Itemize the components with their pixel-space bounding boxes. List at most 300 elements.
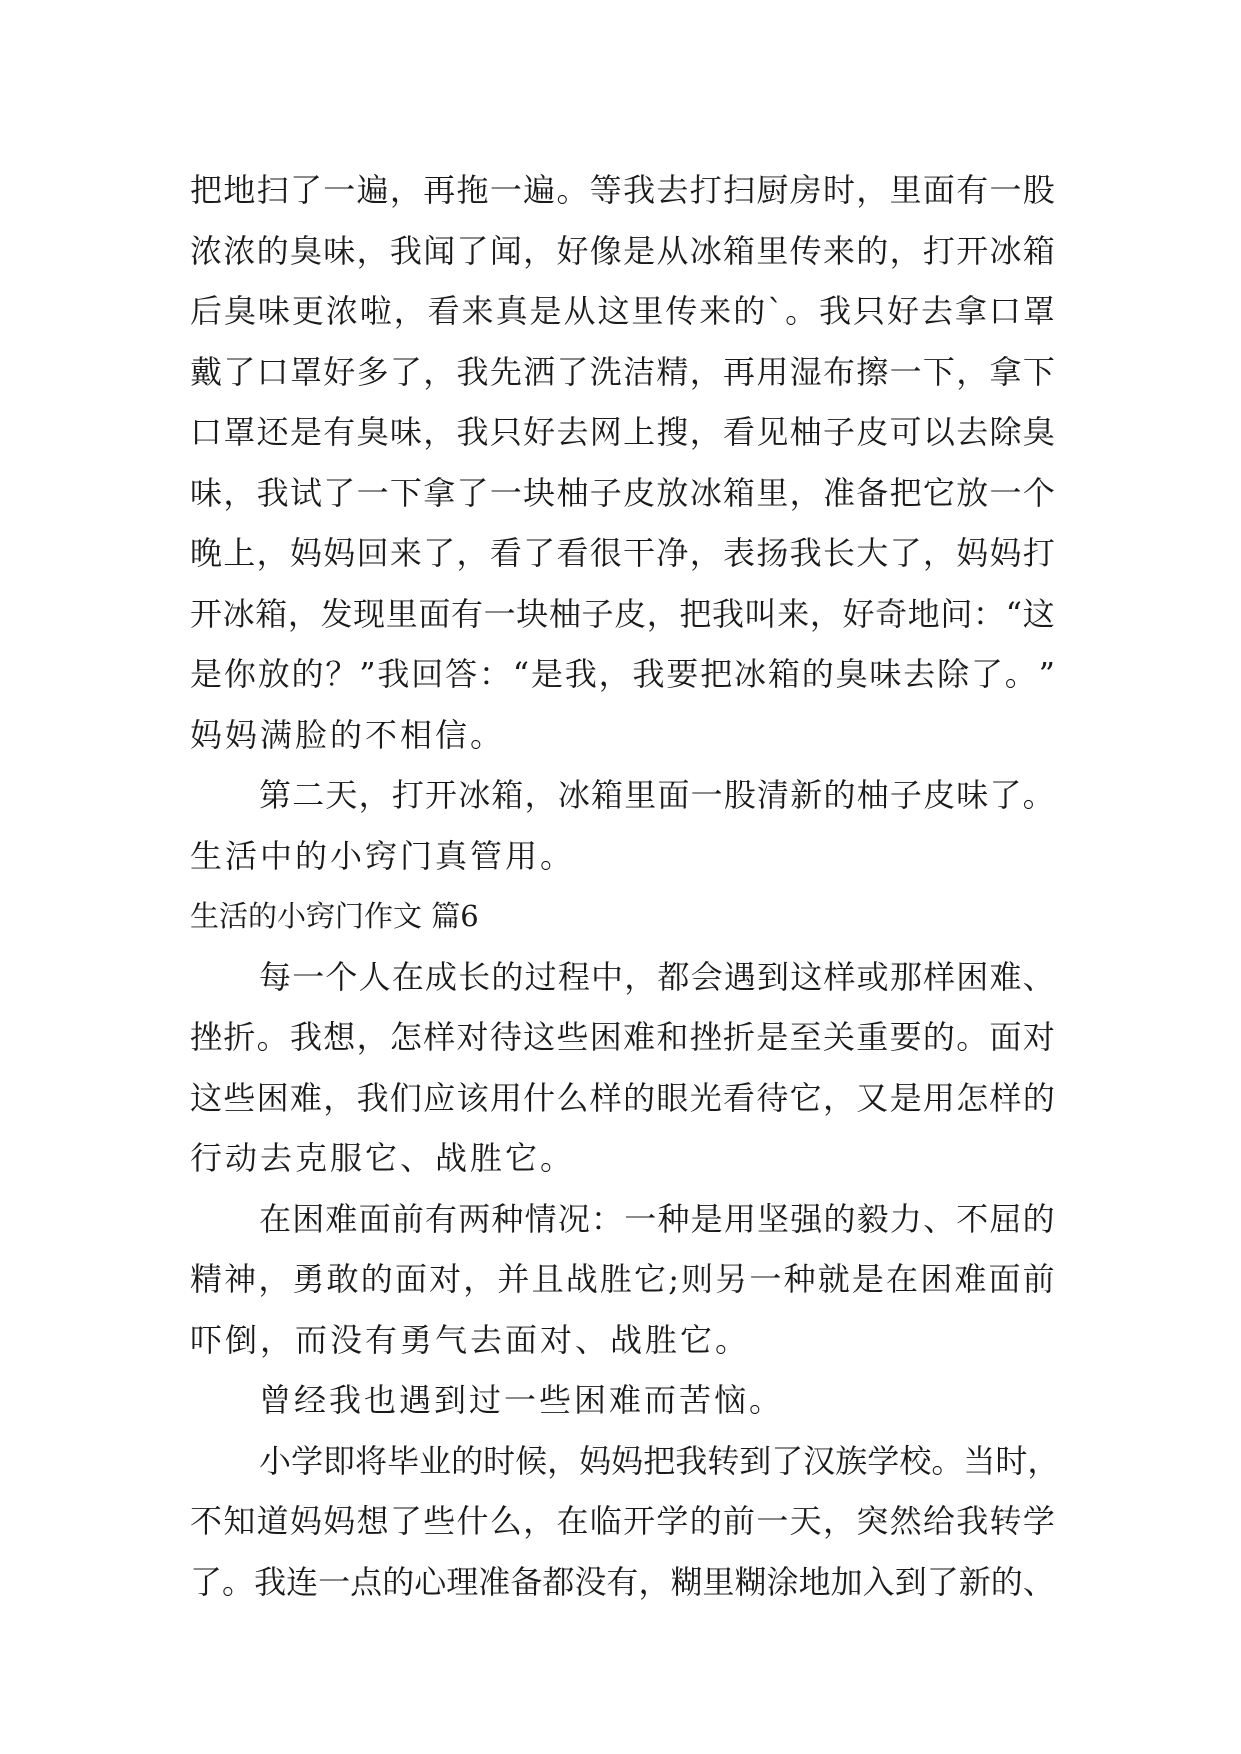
text-char: 把 [679,594,712,633]
text-char: ， [389,171,422,209]
text-line [190,523,1055,584]
text-char: 更 [291,292,324,330]
text-char: 味 [257,292,290,330]
text-char: 传 [789,231,822,270]
text-char: 开 [623,1502,656,1540]
text-char: 第 [259,776,292,814]
text-char: 前 [723,1502,756,1540]
text-char: 冰 [989,231,1022,270]
text-line: 行动去克服它、战胜它。 [190,1139,576,1177]
text-char: 妈 [611,1441,644,1480]
text-char: 过 [524,957,557,996]
text-char: 面 [358,1199,391,1238]
text-line [190,947,1055,1008]
text-char: 该 [456,1078,489,1117]
text-char: ？ [325,655,358,693]
text-char: 块 [523,473,556,512]
text-char: 长 [822,534,855,572]
text-char: 臭 [223,292,256,330]
text-char: 的 [801,655,834,693]
text-line [190,1189,1055,1250]
text-char: 突 [856,1502,889,1540]
text-char: 小 [259,1441,292,1480]
text-line: 吓倒，而没有勇气去面对、战胜它。 [190,1320,751,1359]
text-char: 强 [790,1199,823,1238]
text-char: 闻 [489,231,522,270]
text-char: 要 [889,1018,922,1056]
text-char: 很 [589,534,622,572]
text-char: ， [822,1502,855,1540]
text-char: 备 [856,473,889,512]
text-char: 敢 [326,1260,359,1298]
text-char: 好 [323,352,356,391]
text-char: “ [512,655,530,693]
text-char: 样 [423,1018,456,1056]
text-char: 了 [389,1502,422,1540]
text-char: 情 [524,1199,557,1238]
text-char: 将 [355,1441,388,1480]
text-char: 然 [889,1502,922,1540]
text-char: ， [822,1078,855,1117]
text-char: 想 [323,1018,356,1056]
text-char: 拖 [456,171,489,209]
text-char: 面 [989,1018,1022,1056]
text-line: 生活中的小窍门真管用。 [190,836,576,875]
text-char: 待 [489,1018,522,1056]
text-char: 时 [822,171,855,209]
text-line [190,221,1055,282]
text-char: 拿 [989,352,1022,391]
text-char: 一 [323,171,356,209]
text-char: ， [547,1441,580,1480]
text-char: 了 [289,171,322,209]
text-char: 去 [920,292,953,330]
text-char: 到 [894,1562,927,1601]
text-char: 里 [624,776,657,814]
text-char: 柚 [548,594,581,633]
text-char: 候 [515,1441,548,1480]
text-line: 妈妈满脸的不相信。 [190,715,506,754]
text-char: 是 [190,655,223,693]
text-char: 会 [690,957,723,996]
text-char: 以 [922,413,955,451]
text-char: 叫 [744,594,777,633]
text-char: 的 [856,231,889,270]
text-char: 么 [556,1078,589,1117]
text-char: ， [423,413,456,451]
text-char: 困 [256,1078,289,1117]
text-char: 糊 [734,1562,767,1601]
text-char: 在 [391,957,424,996]
text-line [190,644,1055,705]
text-char: 打 [391,776,424,814]
text-char: 开 [190,594,223,633]
text-char: 难 [289,1078,322,1117]
text-char: 且 [531,1260,564,1298]
paragraph-block-2 [190,947,1060,1613]
text-char: 我 [377,655,410,693]
text-char: 打 [689,171,722,209]
text-char: 毅 [856,1199,889,1238]
text-char: 遇 [723,957,756,996]
text-char: 不 [190,1502,223,1540]
text-char: ， [524,776,557,814]
text-char: 和 [656,1018,689,1056]
text-char: 了 [926,1562,959,1601]
text-char: 的 [922,1018,955,1056]
text-char: 像 [589,231,622,270]
text-char: 一 [756,1502,789,1540]
text-char: 箱 [491,776,524,814]
text-char: ， [456,534,489,572]
text-char: 在 [259,1199,292,1238]
text-char: 挫 [190,1018,223,1056]
text-char: 我 [456,352,489,391]
text-char: 两 [458,1199,491,1238]
text-char: 精 [190,1260,223,1298]
text-char: 有 [451,594,484,633]
text-char: 应 [423,1078,456,1117]
text-char: 柚 [556,473,589,512]
text-char: 拿 [954,292,987,330]
text-char: 折 [223,1018,256,1056]
text-char: 的 [733,292,766,330]
text-char: 放 [656,473,689,512]
text-char: 味 [956,776,989,814]
text-line [190,1552,1055,1613]
text-char: 有 [323,413,356,451]
text-char: 面 [394,1260,427,1298]
text-char: ， [463,1260,496,1298]
text-char: 是 [889,1078,922,1117]
text-char: 回 [356,534,389,572]
text-char: 扬 [756,534,789,572]
text-char: 样 [923,957,956,996]
text-char: 里 [756,231,789,270]
text-char: 一 [989,171,1022,209]
text-char: 时 [995,1441,1028,1480]
text-char: 一 [356,473,389,512]
text-char: 精 [656,352,689,391]
text-char: 啦 [359,292,392,330]
text-char: 学 [291,1441,324,1480]
text-line [190,160,1055,221]
text-char: 看 [489,534,522,572]
text-char: 妈 [289,534,322,572]
text-char: 不 [956,1199,989,1238]
text-char: 在 [556,1502,589,1540]
text-char: 打 [1022,534,1055,572]
text-char: ， [598,655,631,693]
text-char: 力 [889,1199,922,1238]
text-char: 奇 [875,594,908,633]
text-char: 的 [990,1562,1023,1601]
text-char: 罩 [289,352,322,391]
text-char: 我 [623,171,656,209]
text-char: 罩 [1022,292,1055,330]
text-char: 打 [922,231,955,270]
text-char: 我 [456,413,489,451]
text-char: ， [646,594,679,633]
text-char: 族 [835,1441,868,1480]
paragraph-block-1 [190,160,1055,886]
text-char: 去 [956,413,989,451]
text-line [190,1249,1055,1310]
text-char: 另 [715,1260,748,1298]
text-char: 箱 [723,473,756,512]
text-char: 样 [823,957,856,996]
text-char: 个 [325,957,358,996]
text-char: 临 [589,1502,622,1540]
text-char: 箱 [255,594,288,633]
text-char: 先 [489,352,522,391]
text-char: 。 [556,171,589,209]
text-char: 那 [889,957,922,996]
text-char: 什 [523,1078,556,1117]
text-char: 把 [700,655,733,693]
text-char: ， [889,231,922,270]
text-char: 它 [789,1078,822,1117]
text-char: 每 [259,957,292,996]
text-char: 们 [389,1078,422,1117]
text-char: ： [591,1199,624,1238]
text-char: 湿 [789,352,822,391]
text-char: 冰 [689,231,722,270]
text-char: 清 [757,776,790,814]
text-char: 妈 [579,1441,612,1480]
text-char: 口 [988,292,1021,330]
text-char: 了 [223,352,256,391]
text-char: 了 [456,473,489,512]
text-char: 它 [634,1260,667,1298]
text-char: 的 [823,1199,856,1238]
text-char: 困 [589,1018,622,1056]
text-char: 的 [1022,1078,1055,1117]
text-char: 种 [783,1260,816,1298]
text-char: 胜 [599,1260,632,1298]
text-line [190,1431,1060,1492]
text-char: 好 [887,292,920,330]
text-char: 后 [190,292,223,330]
text-char: 了 [556,352,589,391]
text-char: 房 [789,171,822,209]
text-char: ; [668,1260,679,1298]
text-char: 去 [903,655,936,693]
text-char: 转 [707,1441,740,1480]
text-char: 了 [889,534,922,572]
text-line [190,342,1055,403]
document-body [190,160,1060,1612]
text-line [190,281,1055,342]
text-char: 布 [822,352,855,391]
text-char: 罩 [223,413,256,451]
text-char: 好 [523,413,556,451]
text-char: 道 [256,1502,289,1540]
text-char: 从 [563,292,596,330]
text-char: 面 [988,1260,1021,1298]
text-char: 勇 [292,1260,325,1298]
text-char: 网 [589,413,622,451]
text-char: 有 [956,171,989,209]
text-char: 天 [789,1502,822,1540]
text-char: 学 [867,1441,900,1480]
text-char: 的 [291,655,324,693]
text-char: 块 [516,594,549,633]
text-char: 这 [523,1018,556,1056]
text-char: 一 [318,1562,351,1601]
text-char: 拿 [423,473,456,512]
text-char: 这 [190,1078,223,1117]
text-char: 子 [581,594,614,633]
text-char: 这 [597,292,630,330]
text-char: 大 [856,534,889,572]
text-line: 曾经我也遇到过一些困难而苦恼。 [259,1381,785,1419]
text-char: 厨 [756,171,789,209]
text-char: 校 [899,1441,932,1480]
text-char: 有 [606,1562,639,1601]
text-char: 备 [510,1562,543,1601]
text-char: 些 [423,1502,456,1540]
text-char: 臭 [356,413,389,451]
text-char: 心 [414,1562,447,1601]
text-line [190,1068,1055,1129]
text-char: 除 [989,413,1022,451]
text-char: 表 [723,534,756,572]
text-char: 里 [702,1562,735,1601]
text-char: 种 [657,1199,690,1238]
text-char: 再 [423,171,456,209]
text-char: 还 [256,413,289,451]
text-char: ” [359,655,376,693]
text-char: ， [922,534,955,572]
text-char: 妈 [956,534,989,572]
text-char: 皮 [614,594,647,633]
text-char: 时 [483,1441,516,1480]
text-char: 臭 [1022,413,1055,451]
text-char: 一 [489,171,522,209]
text-char: 来 [699,292,732,330]
text-char: ， [689,413,722,451]
text-char: 我 [254,1562,287,1601]
text-char: 来 [822,231,855,270]
text-char: 怎 [389,1018,422,1056]
text-char: 点 [350,1562,383,1601]
text-char: 的 [360,1260,393,1298]
text-char: 人 [358,957,391,996]
text-char: 二 [292,776,325,814]
text-char: 理 [446,1562,479,1601]
text-char: 怎 [956,1078,989,1117]
text-line [190,463,1055,524]
text-char: 挫 [689,1018,722,1056]
text-char: 。 [222,1562,255,1601]
text-char: 一 [749,1260,782,1298]
text-char: 了 [523,534,556,572]
text-char: 困 [920,1260,953,1298]
text-char: 的 [823,776,856,814]
text-char: 我 [356,1078,389,1117]
text-char: 涂 [766,1562,799,1601]
text-char: 柚 [856,776,889,814]
text-char: 关 [822,1018,855,1056]
text-char: 看 [723,413,756,451]
text-char: 了 [190,1562,223,1601]
text-char: 箱 [591,776,624,814]
text-char: 难 [989,957,1022,996]
text-char: 来 [389,534,422,572]
text-char: 知 [223,1502,256,1540]
text-char: 真 [495,292,528,330]
text-char: 了 [970,655,1003,693]
text-char: ， [356,231,389,270]
text-char: 。 [1022,776,1055,814]
text-char: 好 [842,594,875,633]
text-char: ， [393,292,426,330]
text-char: 是 [851,1260,884,1298]
text-char: 到 [739,1441,772,1480]
text-char: 地 [798,1562,831,1601]
text-char: 了 [771,1441,804,1480]
text-char: 看 [723,1078,756,1117]
text-char: 开 [425,776,458,814]
text-char: ， [523,1502,556,1540]
text-char: 多 [356,352,389,391]
text-char: 一 [624,1199,657,1238]
text-char: 皮 [856,413,889,451]
text-char: 放 [956,473,989,512]
text-char: ， [956,352,989,391]
text-char: 它 [922,473,955,512]
text-char: 连 [286,1562,319,1601]
text-char: 折 [723,1018,756,1056]
text-char: 我 [789,534,822,572]
text-char: 擦 [856,352,889,391]
text-char: 面 [922,171,955,209]
text-char: 妈 [323,1502,356,1540]
text-char: 难 [623,1018,656,1056]
text-char: 地 [907,594,940,633]
text-char: 眼 [656,1078,689,1117]
text-char: 是 [529,292,562,330]
text-char: 准 [822,473,855,512]
text-char: 问 [940,594,973,633]
text-char: 冰 [458,776,491,814]
text-char: 前 [1022,1260,1055,1298]
text-char: 妈 [989,534,1022,572]
text-char: 你 [223,655,256,693]
text-char: 皮 [623,473,656,512]
text-char: 新 [790,776,823,814]
text-char: 对 [429,1260,462,1298]
text-char: 地 [223,171,256,209]
text-char: 洗 [589,352,622,391]
text-char: 我 [956,1502,989,1540]
text-char: 里 [631,292,664,330]
text-char: 的 [1022,1199,1055,1238]
text-char: 面 [657,776,690,814]
text-char: 到 [757,957,790,996]
text-char: 准 [478,1562,511,1601]
text-char: 我 [819,292,852,330]
text-char: 、 [1022,1562,1055,1601]
text-char: 回 [411,655,444,693]
text-line [190,402,1055,463]
text-char: 的 [623,1078,656,1117]
text-char: 只 [489,413,522,451]
text-char: 浓 [190,231,223,270]
text-char: 待 [756,1078,789,1117]
text-char: 一 [483,594,516,633]
